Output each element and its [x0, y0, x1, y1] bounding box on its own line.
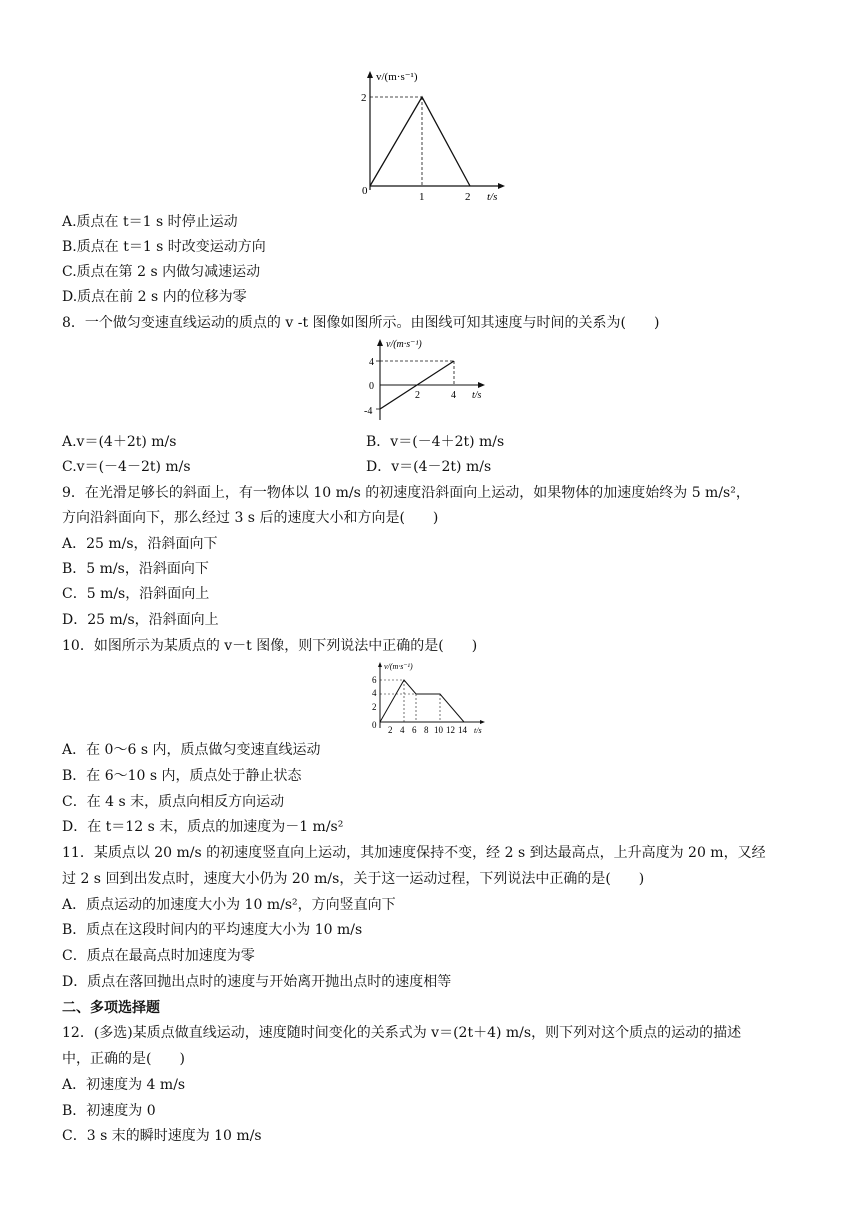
- y-tick-0: 0: [372, 720, 377, 730]
- q9-stem-line2: 方向沿斜面向下，那么经过 3 s 后的速度大小和方向是( ): [62, 510, 439, 526]
- q7-option-b: B.质点在 t＝1 s 时改变运动方向: [62, 239, 266, 255]
- y-tick-0: 0: [369, 381, 374, 392]
- q7-option-d: D.质点在前 2 s 内的位移为零: [62, 289, 247, 305]
- graph-q8: [352, 336, 502, 426]
- x-tick-2: 2: [465, 191, 471, 203]
- origin-label: 0: [362, 185, 368, 197]
- q9-stem-line1: 9．在光滑足够长的斜面上，有一物体以 10 m/s 的初速度沿斜面向上运动，如果物体的加速度始终为 5 m/s²，: [62, 485, 750, 501]
- y-tick-4: 4: [372, 688, 377, 698]
- q11-option-d: D．质点在落回抛出点时的速度与开始离开抛出点时的速度相等: [62, 974, 452, 990]
- y-axis-arrow: [367, 71, 373, 78]
- q10-option-b: B．在 6～10 s 内，质点处于静止状态: [62, 768, 302, 784]
- y-axis-label: v/(m·s⁻¹): [376, 71, 418, 83]
- q12-option-c: C．3 s 末的瞬时速度为 10 m/s: [62, 1128, 262, 1144]
- graph-q10: [364, 660, 494, 738]
- x-tick-4: 4: [451, 390, 456, 401]
- x-tick-8: 8: [424, 725, 429, 735]
- x-tick-2: 2: [415, 390, 420, 401]
- x-tick-2: 2: [388, 725, 393, 735]
- x-tick-14: 14: [458, 725, 467, 735]
- graph-q7: [352, 68, 512, 208]
- x-axis-arrow: [480, 720, 485, 724]
- q8-stem: 8．一个做匀变速直线运动的质点的 v -t 图像如图所示。由图线可知其速度与时间的关系为( ): [62, 315, 660, 331]
- x-axis-label: t/s: [474, 726, 482, 735]
- q8-option-d: D．v＝(4－2t) m/s: [366, 459, 492, 475]
- q12-option-b: B．初速度为 0: [62, 1103, 156, 1119]
- q11-stem-line2: 过 2 s 回到出发点时，速度大小仍为 20 m/s，关于这一运动过程，下列说法中正确的是( ): [62, 871, 645, 887]
- q11-option-a: A．质点运动的加速度大小为 10 m/s²，方向竖直向下: [62, 897, 396, 913]
- q10-option-d: D．在 t＝12 s 末，质点的加速度为－1 m/s²: [62, 819, 344, 835]
- y-tick-6: 6: [372, 675, 377, 685]
- q11-stem-line1: 11．某质点以 20 m/s 的初速度竖直向上运动，其加速度保持不变，经 2 s 到达最高点，上升高度为 20 m，又经: [62, 845, 766, 861]
- x-tick-6: 6: [412, 725, 417, 735]
- y-tick-2: 2: [372, 702, 377, 712]
- q10-stem: 10．如图所示为某质点的 v－t 图像，则下列说法中正确的是( ): [62, 638, 478, 654]
- x-axis-label: t/s: [487, 191, 498, 203]
- series-line: [380, 680, 464, 722]
- q9-option-c: C．5 m/s，沿斜面向上: [62, 586, 210, 602]
- q9-option-a: A．25 m/s，沿斜面向下: [62, 536, 218, 552]
- q11-option-c: C．质点在最高点时加速度为零: [62, 948, 255, 964]
- y-axis-label: v/(m·s⁻¹): [386, 339, 422, 350]
- q7-option-c: C.质点在第 2 s 内做匀减速运动: [62, 264, 261, 280]
- x-tick-12: 12: [446, 725, 455, 735]
- x-axis-arrow: [498, 183, 505, 189]
- q12-option-a: A．初速度为 4 m/s: [62, 1077, 186, 1093]
- q7-option-a: A.质点在 t＝1 s 时停止运动: [62, 214, 238, 230]
- x-axis-label: t/s: [472, 390, 482, 401]
- y-axis-label: v/(m·s⁻¹): [384, 662, 413, 671]
- q8-option-c: C.v＝(－4－2t) m/s: [62, 459, 191, 475]
- x-tick-4: 4: [400, 725, 405, 735]
- x-tick-10: 10: [434, 725, 443, 735]
- q8-option-a: A.v＝(4＋2t) m/s: [62, 434, 177, 450]
- y-axis-arrow: [377, 339, 383, 346]
- q10-option-c: C．在 4 s 末，质点向相反方向运动: [62, 794, 285, 810]
- y-tick-2: 2: [361, 92, 367, 104]
- x-axis-arrow: [478, 382, 485, 388]
- y-axis-arrow: [378, 662, 382, 667]
- q12-stem-line2: 中，正确的是( ): [62, 1051, 185, 1067]
- q9-option-d: D．25 m/s，沿斜面向上: [62, 612, 219, 628]
- q10-option-a: A．在 0～6 s 内，质点做匀变速直线运动: [62, 742, 321, 758]
- x-tick-1: 1: [419, 191, 425, 203]
- series-line: [370, 97, 470, 186]
- q9-option-b: B．5 m/s，沿斜面向下: [62, 561, 209, 577]
- q11-option-b: B．质点在这段时间内的平均速度大小为 10 m/s: [62, 922, 363, 938]
- y-tick-neg4: -4: [364, 406, 373, 417]
- section-title: 二、多项选择题: [62, 1000, 160, 1016]
- y-tick-4: 4: [369, 357, 374, 368]
- q12-stem-line1: 12．(多选)某质点做直线运动，速度随时间变化的关系式为 v＝(2t＋4) m/s，则下列对这个质点的运动的描述: [62, 1025, 742, 1041]
- q8-option-b: B．v＝(－4＋2t) m/s: [366, 434, 505, 450]
